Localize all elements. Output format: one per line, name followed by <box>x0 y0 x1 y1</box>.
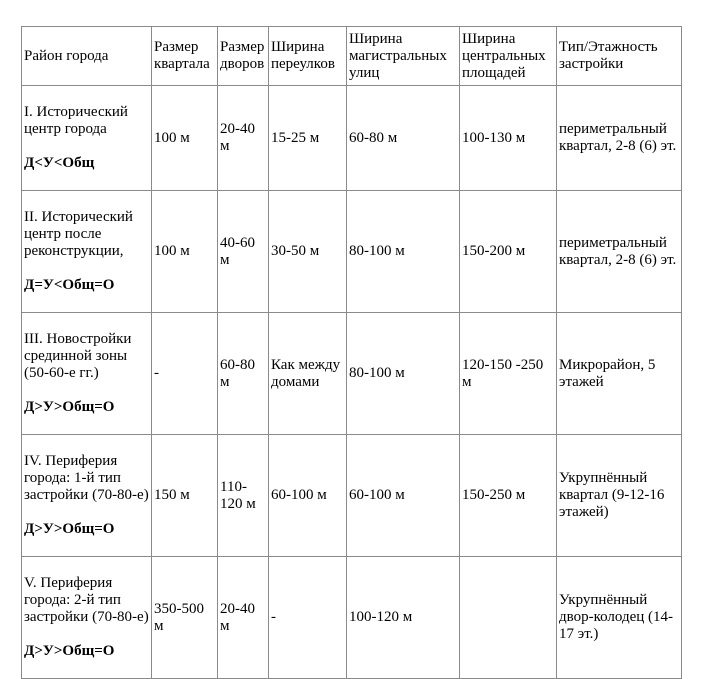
lane-width-cell: 15-25 м <box>269 86 347 191</box>
building-type-cell: Микрорайон, 5 этажей <box>557 313 682 435</box>
block-size-cell: 100 м <box>152 191 218 313</box>
square-width-cell: 150-200 м <box>460 191 557 313</box>
table-row <box>22 191 682 313</box>
main-street-width-cell: 100-120 м <box>347 557 460 679</box>
district-cell <box>22 86 152 191</box>
yard-size-cell: 110-120 м <box>218 435 269 557</box>
district-name: V. Периферия города: 2-й тип застройки (70-80-е) <box>24 575 149 625</box>
building-type-cell: периметральный квартал, 2-8 (6) эт. <box>557 86 682 191</box>
district-name: IV. Периферия города: 1-й тип застройки (70-80-е) <box>24 453 149 503</box>
yard-size-cell: 40-60 м <box>218 191 269 313</box>
district-cell <box>22 313 152 435</box>
square-width-cell: 150-250 м <box>460 435 557 557</box>
lane-width-cell: 60-100 м <box>269 435 347 557</box>
square-width-cell: 100-130 м <box>460 86 557 191</box>
lane-width-cell: - <box>269 557 347 679</box>
district-name: II. Исторический центр после реконструкции, <box>24 209 133 259</box>
table-row <box>22 557 682 679</box>
main-street-width-cell: 60-80 м <box>347 86 460 191</box>
square-width-cell: 120-150 -250 м <box>460 313 557 435</box>
header-lane-width: Ширина переулков <box>269 27 347 86</box>
district-formula: Д>У>Общ=О <box>24 399 115 415</box>
yard-size-cell: 60-80 м <box>218 313 269 435</box>
lane-width-cell: Как между домами <box>269 313 347 435</box>
building-type-cell: Укрупнённый квартал (9-12-16 этажей) <box>557 435 682 557</box>
building-type-cell: Укрупнённый двор-колодец (14-17 эт.) <box>557 557 682 679</box>
lane-width-cell: 30-50 м <box>269 191 347 313</box>
block-size-cell: 100 м <box>152 86 218 191</box>
main-street-width-cell: 80-100 м <box>347 313 460 435</box>
header-row <box>22 27 682 86</box>
block-size-cell: 350-500 м <box>152 557 218 679</box>
district-name: I. Исторический центр города <box>24 104 128 137</box>
district-cell <box>22 435 152 557</box>
header-building-type: Тип/Этажность застройки <box>557 27 682 86</box>
block-size-cell: - <box>152 313 218 435</box>
district-formula: Д<У<Общ <box>24 155 95 171</box>
square-width-cell <box>460 557 557 679</box>
main-street-width-cell: 60-100 м <box>347 435 460 557</box>
district-formula: Д>У>Общ=О <box>24 643 115 659</box>
district-name: III. Новостройки срединной зоны (50-60-е гг.) <box>24 331 132 381</box>
table-row <box>22 86 682 191</box>
block-size-cell: 150 м <box>152 435 218 557</box>
main-street-width-cell: 80-100 м <box>347 191 460 313</box>
header-block-size: Размер квартала <box>152 27 218 86</box>
header-district: Район города <box>22 27 152 86</box>
header-yard-size: Размер дворов <box>218 27 269 86</box>
yard-size-cell: 20-40 м <box>218 86 269 191</box>
yard-size-cell: 20-40 м <box>218 557 269 679</box>
urban-zones-table <box>21 26 682 679</box>
building-type-cell: периметральный квартал, 2-8 (6) эт. <box>557 191 682 313</box>
header-main-street-width: Ширина магистральных улиц <box>347 27 460 86</box>
table-row <box>22 435 682 557</box>
district-cell <box>22 191 152 313</box>
district-formula: Д=У<Общ=О <box>24 277 115 293</box>
header-square-width: Ширина центральных площадей <box>460 27 557 86</box>
district-cell <box>22 557 152 679</box>
district-formula: Д>У>Общ=О <box>24 521 115 537</box>
table-row <box>22 313 682 435</box>
